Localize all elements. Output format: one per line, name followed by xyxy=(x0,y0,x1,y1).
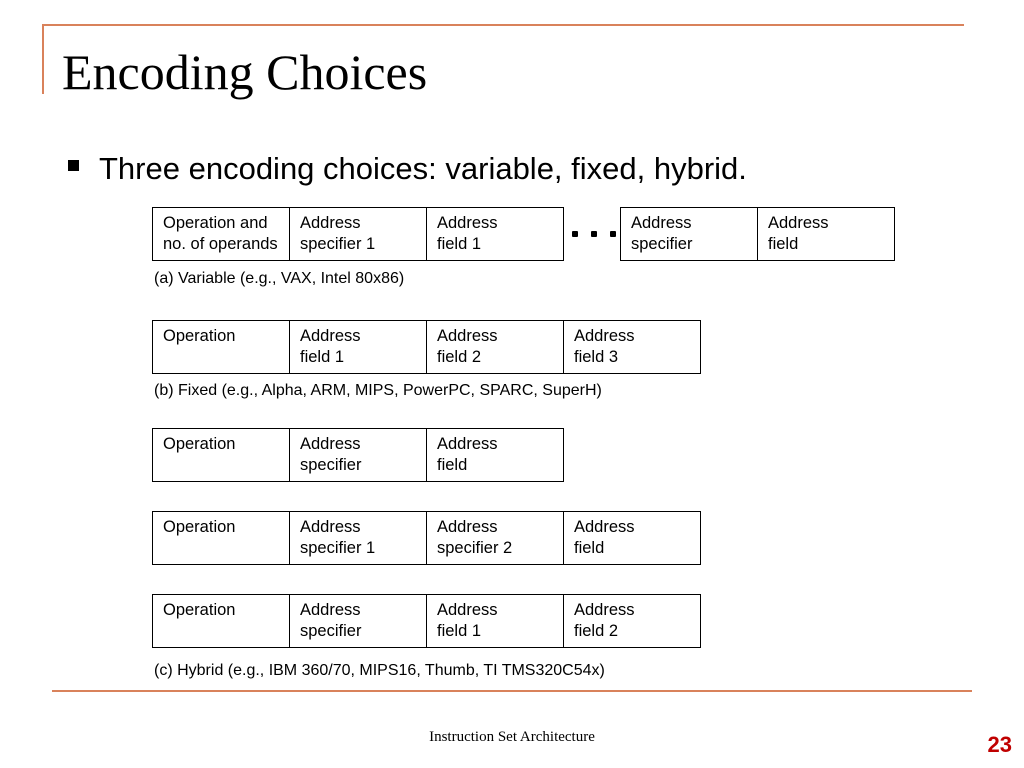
caption-variable: (a) Variable (e.g., VAX, Intel 80x86) xyxy=(154,270,405,287)
format-field: Address specifier xyxy=(290,429,427,482)
format-field: Address specifier 1 xyxy=(290,208,427,261)
title-frame-top-rule xyxy=(42,24,964,26)
fixed-format xyxy=(152,320,701,374)
page-number: 23 xyxy=(987,732,1012,757)
variable-format-right xyxy=(620,207,895,261)
format-field: Operation and no. of operands xyxy=(153,208,290,261)
caption-fixed: (b) Fixed (e.g., Alpha, ARM, MIPS, PowerPC, SPARC, SuperH) xyxy=(154,382,602,399)
hybrid-format-2 xyxy=(152,511,701,565)
bullet-text: Three encoding choices: variable, fixed, hybrid. xyxy=(99,151,747,186)
format-field: Address field 1 xyxy=(427,595,564,648)
format-field: Address field xyxy=(427,429,564,482)
square-bullet-icon xyxy=(68,160,79,171)
footer-rule xyxy=(52,690,972,692)
format-field: Address specifier 1 xyxy=(290,512,427,565)
title-frame-left-rule xyxy=(42,24,44,94)
format-field: Address field xyxy=(564,512,701,565)
hybrid-format-3 xyxy=(152,594,701,648)
format-field: Address field 3 xyxy=(564,321,701,374)
variable-format-left xyxy=(152,207,564,261)
format-field: Address specifier 2 xyxy=(427,512,564,565)
format-field: Address field xyxy=(758,208,895,261)
caption-hybrid: (c) Hybrid (e.g., IBM 360/70, MIPS16, Thumb, TI TMS320C54x) xyxy=(154,662,605,679)
format-field: Address field 2 xyxy=(564,595,701,648)
hybrid-format-1 xyxy=(152,428,564,482)
format-field: Operation xyxy=(153,429,290,482)
ellipsis-icon xyxy=(572,231,616,237)
slide-title: Encoding Choices xyxy=(62,44,428,100)
format-field: Address field 1 xyxy=(290,321,427,374)
format-field: Operation xyxy=(153,595,290,648)
format-field: Address specifier xyxy=(290,595,427,648)
format-field: Address field 1 xyxy=(427,208,564,261)
format-field: Operation xyxy=(153,512,290,565)
format-field: Address specifier xyxy=(621,208,758,261)
format-field: Operation xyxy=(153,321,290,374)
format-field: Address field 2 xyxy=(427,321,564,374)
footer-text: Instruction Set Architecture xyxy=(429,729,595,745)
